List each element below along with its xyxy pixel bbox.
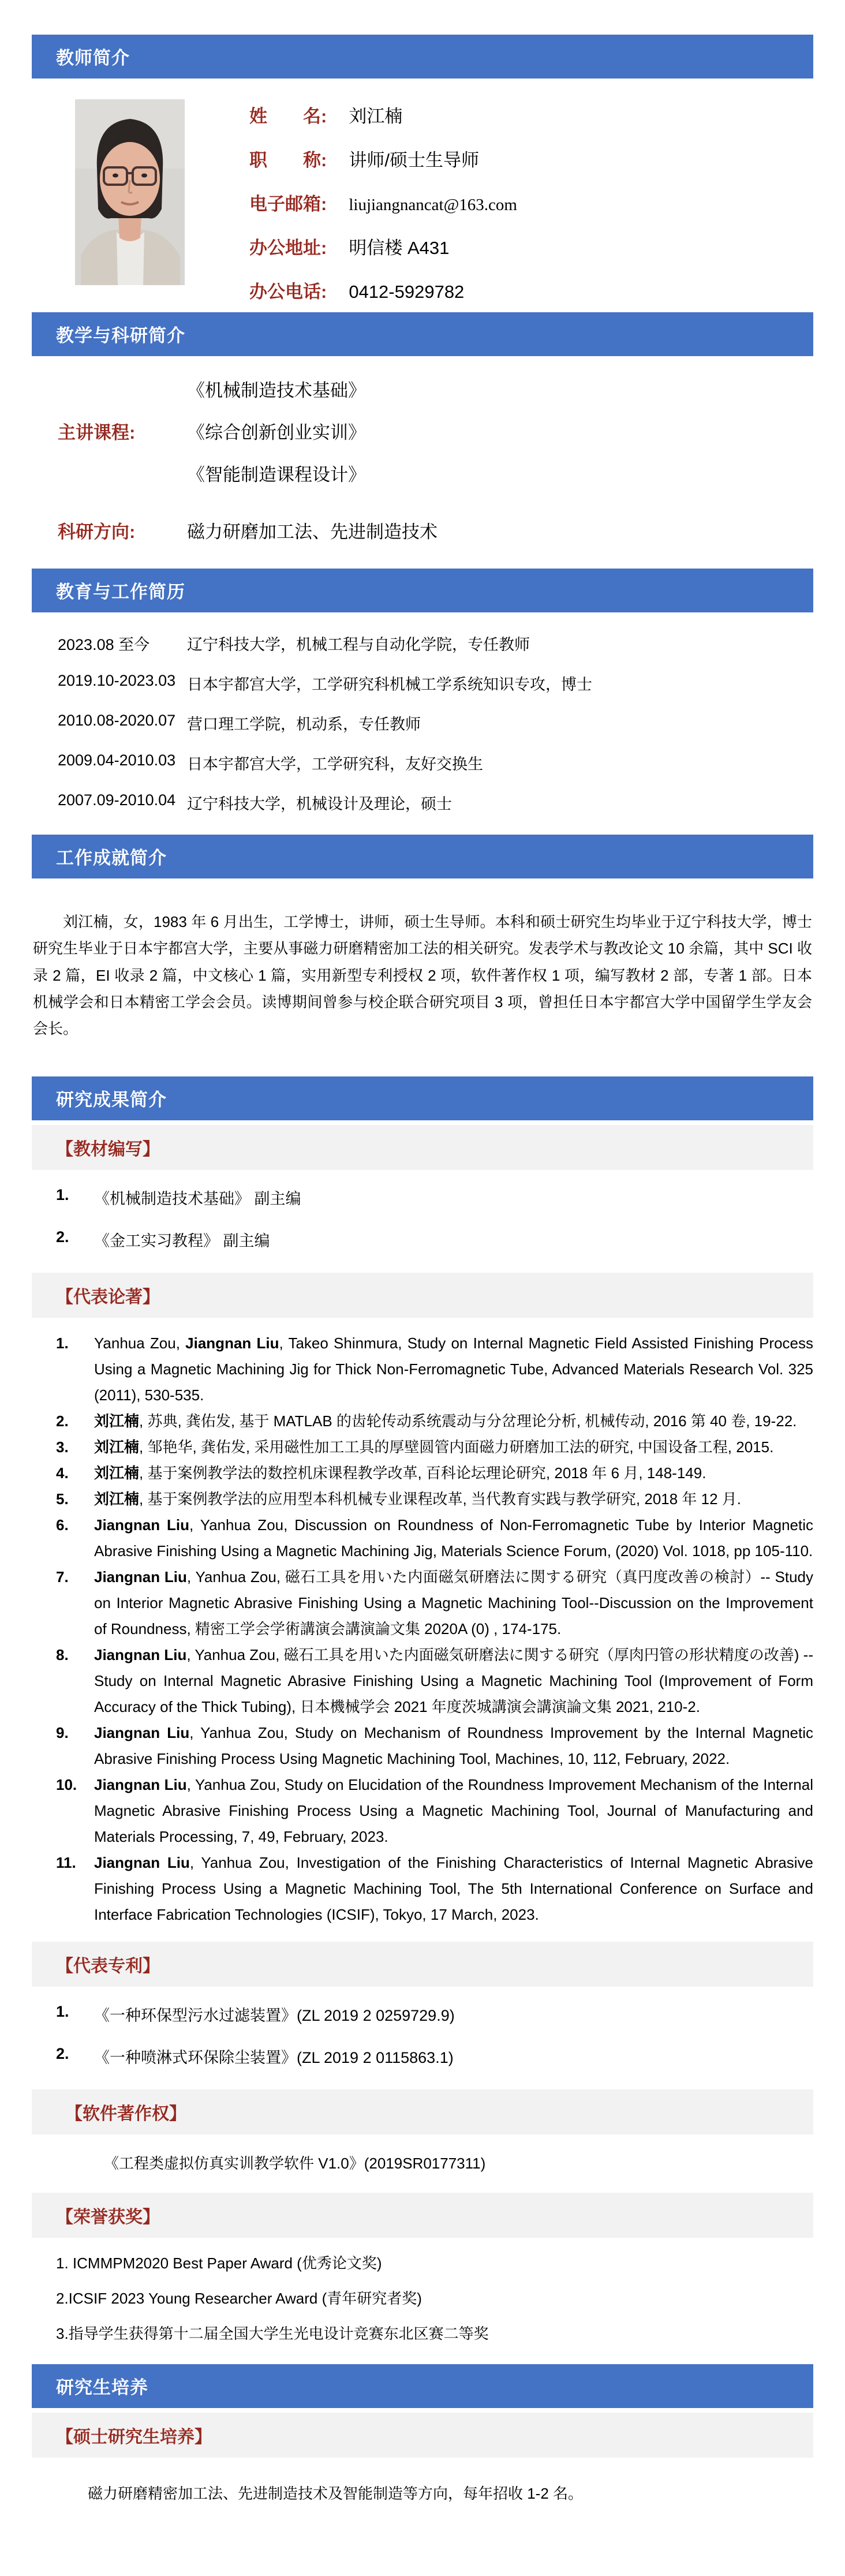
publication-item — [56, 1772, 813, 1850]
subheader-publications: 【代表论著】 — [32, 1273, 813, 1318]
research-direction-row — [58, 517, 813, 543]
publication-reference: , Yanhua Zou, Discussion on Roundness of Non-Ferromagnetic Tube by Interior Magnetic Abrasive Finishing Using a Magnetic Machining Jig, Materials Science Forum, (2020) Vol. 1018, pp 105-110. — [94, 1516, 813, 1560]
publication-text — [94, 1642, 813, 1720]
publication-author-highlight: Jiangnan Liu — [94, 1568, 187, 1586]
publication-author-highlight: Jiangnan Liu — [94, 1775, 187, 1793]
education-period: 2007.09-2010.04 — [58, 791, 176, 809]
profile-field-label: 职 称: — [249, 150, 327, 170]
publication-text — [94, 1720, 813, 1772]
section-header-teacher-profile: 教师简介 — [32, 35, 813, 78]
publication-number: 6. — [56, 1516, 69, 1534]
education-history-row — [58, 791, 813, 814]
publication-author-highlight: Jiangnan Liu — [185, 1334, 279, 1352]
publication-item — [56, 1486, 813, 1512]
publication-reference: , Takeo Shinmura, Study on Internal Magnetic Field Assisted Finishing Process Using a Magnetic Machining Jig for Thick Non-Ferromagnetic Tube, Advanced Materials Research Vol. 325 (2011), 530-535. — [94, 1334, 813, 1404]
education-history-row — [58, 712, 813, 734]
master-training-text: 磁力研磨精密加工法、先进制造技术及智能制造等方向，每年招收 1-2 名。 — [88, 2484, 584, 2502]
publication-author-highlight: 刘江楠 — [94, 1438, 140, 1456]
courses-label: 主讲课程: — [58, 423, 136, 443]
profile-field-label: 电子邮箱: — [249, 194, 327, 214]
publication-number: 8. — [56, 1646, 69, 1663]
publication-author-highlight: Jiangnan Liu — [94, 1723, 190, 1741]
publication-text — [94, 1850, 813, 1928]
publication-reference: , 基于案例教学法的应用型本科机械专业课程改革, 当代教育实践与教学研究, 2018 年 12 月. — [139, 1490, 742, 1508]
award-item: 1. ICMMPM2020 Best Paper Award (优秀论文奖) — [56, 2254, 382, 2272]
textbook-list — [32, 1176, 813, 1268]
education-detail: 辽宁科技大学，机械工程与自动化学院，专任教师 — [187, 636, 530, 653]
patent-text: 《一种喷淋式环保除尘装置》(ZL 2019 2 0115863.1) — [94, 2048, 454, 2066]
publication-text — [94, 1512, 813, 1564]
education-history-list — [32, 612, 813, 835]
publication-reference: , Yanhua Zou, Investigation of the Finishing Characteristics of Internal Magnetic Abrasive Finishing Process Using a Magnetic Machining Tool, The 5th International Conference on Surface and Interface Fabrication Technologies (ICSIF), Tokyo, 17 March, 2023. — [94, 1853, 814, 1923]
publication-author-highlight: Jiangnan Liu — [94, 1516, 190, 1534]
patent-item — [56, 2003, 813, 2025]
course-list — [187, 376, 366, 486]
publication-author-highlight: 刘江楠 — [94, 1490, 140, 1508]
publication-text — [94, 1486, 813, 1512]
publication-number: 11. — [56, 1853, 76, 1871]
publication-item — [56, 1564, 813, 1642]
profile-field-row — [249, 233, 517, 259]
profile-fields — [249, 99, 517, 303]
profile-field-label: 办公地址: — [249, 238, 327, 258]
publication-text — [94, 1772, 813, 1850]
publication-text — [94, 1564, 813, 1642]
profile-field-row — [249, 145, 517, 171]
publication-number: 5. — [56, 1490, 69, 1508]
profile-field-label: 办公电话: — [249, 282, 327, 302]
award-list — [32, 2244, 813, 2364]
teaching-section — [32, 356, 813, 569]
subheader-master-training: 【硕士研究生培养】 — [32, 2413, 813, 2458]
profile-field-row — [249, 102, 517, 128]
profile-field-label: 姓 名: — [249, 106, 327, 126]
education-period: 2009.04-2010.03 — [58, 752, 176, 769]
publication-item — [56, 1434, 813, 1460]
patent-list — [32, 1992, 813, 2085]
publication-item — [56, 1642, 813, 1720]
education-detail: 日本宇都宫大学，工学研究科，友好交换生 — [187, 756, 483, 773]
publication-number: 9. — [56, 1723, 69, 1741]
textbook-number: 2. — [56, 1228, 69, 1246]
education-period: 2023.08 至今 — [58, 636, 150, 653]
publication-author-highlight: 刘江楠 — [94, 1412, 140, 1430]
publication-author-highlight: Jiangnan Liu — [94, 1646, 187, 1663]
education-history-row — [58, 672, 813, 694]
textbook-text: 《金工实习教程》 副主编 — [94, 1232, 270, 1250]
publication-reference: , Yanhua Zou, 磁石工具を用いた内面磁気研磨法に関する研究（厚肉円管の形状精度の改善) -- Study on Internal Magnetic Abrasive Finishing Using a Magnetic Machining Tool (Improvement of Form Accuracy of the Thick Tubing), 日本機械学会 2021 年度茨城講演会講演論文集 2021, 210-2. — [94, 1646, 813, 1715]
education-history-row — [58, 632, 813, 655]
course-item: 《综合创新创业实训》 — [187, 423, 366, 443]
teacher-photo-illustration — [75, 99, 185, 285]
section-header-work-achievements: 工作成就简介 — [32, 835, 813, 878]
publication-reference: , Yanhua Zou, Study on Elucidation of the Roundness Improvement Mechanism of the Internal Magnetic Abrasive Finishing Process Using a Magnetic Machining Tool, Journal of Manufacturing and Materials Processing, 7, 49, February, 2023. — [94, 1775, 813, 1845]
section-header-teaching-research: 教学与科研简介 — [32, 312, 813, 356]
courses-row — [58, 376, 813, 486]
publication-number: 2. — [56, 1412, 69, 1430]
publication-reference: , Yanhua Zou, 磁石工具を用いた内面磁気研磨法に関する研究（真円度改善の検討）-- Study on Interior Magnetic Abrasive Finishing Using a Magnetic Machining Tool--Discussion on the Improvement of Roundness, 精密工学会学術講演会講演論文集 2020A (0) , 174-175. — [94, 1568, 813, 1637]
publication-reference: , Yanhua Zou, Study on Mechanism of Roundness Improvement by the Internal Magnetic Abrasive Finishing Process Using Magnetic Machining Tool, Machines, 10, 112, February, 2022. — [94, 1723, 813, 1767]
patent-item — [56, 2045, 813, 2067]
publication-reference: , 邹艳华, 龚佑发, 采用磁性加工工具的厚壁圆管内面磁力研磨加工法的研究, 中国设备工程, 2015. — [139, 1438, 774, 1456]
patent-number: 1. — [56, 2002, 69, 2020]
textbook-number: 1. — [56, 1186, 69, 1204]
profile-field-value: 讲师/硕士生导师 — [349, 150, 479, 170]
publication-item — [56, 1720, 813, 1772]
publication-reference: , 基于案例教学法的数控机床课程教学改革, 百科论坛理论研究, 2018 年 6 月, 148-149. — [139, 1464, 706, 1482]
profile-field-value: liujiangnancat@163.com — [349, 196, 517, 214]
publication-item — [56, 1850, 813, 1928]
education-period: 2019.10-2023.03 — [58, 672, 176, 689]
research-direction-value: 磁力研磨加工法、先进制造技术 — [187, 522, 438, 542]
publication-item — [56, 1330, 813, 1408]
publication-item — [56, 1408, 813, 1434]
profile-field-value: 刘江楠 — [349, 106, 403, 126]
publication-text — [94, 1408, 813, 1434]
publication-number: 7. — [56, 1568, 69, 1586]
publication-number: 10. — [56, 1775, 77, 1793]
publication-number: 4. — [56, 1464, 69, 1482]
patent-text: 《一种环保型污水过滤装置》(ZL 2019 2 0259729.9) — [94, 2006, 455, 2024]
education-detail: 日本宇都宫大学，工学研究科机械工学系统知识专攻，博士 — [187, 676, 592, 693]
publication-authors-pre: Yanhua Zou, — [94, 1334, 186, 1352]
subheader-patents: 【代表专利】 — [32, 1942, 813, 1987]
section-header-research-results: 研究成果简介 — [32, 1076, 813, 1120]
publication-number: 1. — [56, 1334, 69, 1352]
publication-text — [94, 1460, 813, 1486]
publication-list — [32, 1323, 813, 1936]
course-item: 《机械制造技术基础》 — [187, 380, 366, 401]
profile-field-row — [249, 277, 517, 303]
patent-number: 2. — [56, 2044, 69, 2062]
teacher-photo — [75, 99, 185, 285]
publication-text — [94, 1434, 813, 1460]
section-header-graduate-training: 研究生培养 — [32, 2364, 813, 2408]
publication-item — [56, 1460, 813, 1486]
education-period: 2010.08-2020.07 — [58, 712, 176, 729]
profile-field-value: 0412-5929782 — [349, 282, 465, 302]
subheader-awards: 【荣誉获奖】 — [32, 2193, 813, 2238]
publication-reference: , 苏典, 龚佑发, 基于 MATLAB 的齿轮传动系统震动与分岔理论分析, 机械传动, 2016 第 40 卷, 19-22. — [139, 1412, 797, 1430]
section-header-education-history: 教育与工作简历 — [32, 569, 813, 612]
publication-author-highlight: Jiangnan Liu — [94, 1853, 190, 1871]
publication-author-highlight: 刘江楠 — [94, 1464, 140, 1482]
research-direction-label: 科研方向: — [58, 522, 136, 542]
textbook-item — [56, 1228, 813, 1251]
award-item: 2.ICSIF 2023 Young Researcher Award (青年研究者奖) — [56, 2289, 422, 2307]
work-achievements-paragraph: 刘江楠，女，1983 年 6 月出生，工学博士，讲师，硕士生导师。本科和硕士研究生均毕业于辽宁科技大学，博士研究生毕业于日本宇都宫大学，主要从事磁力研磨精密加工法的相关研究。发表学术与教改论文 10 余篇，其中 SCI 收录 2 篇，EI 收录 2 篇，中文核心 1 篇，实用新型专利授权 2 项，软件著作权 1 项，编写教材 2 部，专著 1 部。日本机械学会和日本精密工学会会员。读博期间曾参与校企联合研究项目 3 项，曾担任日本宇都宫大学中国留学生学友会会长。 — [33, 913, 812, 1038]
textbook-item — [56, 1186, 813, 1209]
subheader-software-copyright: 【软件著作权】 — [32, 2089, 813, 2134]
course-item: 《智能制造课程设计》 — [187, 465, 366, 485]
award-item: 3.指导学生获得第十二届全国大学生光电设计竞赛东北区赛二等奖 — [56, 2324, 489, 2342]
publication-text — [94, 1330, 813, 1408]
software-copyright-item: 《工程类虚拟仿真实训教学软件 V1.0》(2019SR0177311) — [104, 2154, 486, 2172]
education-detail: 辽宁科技大学，机械设计及理论，硕士 — [187, 795, 452, 813]
profile-section — [32, 78, 813, 312]
textbook-text: 《机械制造技术基础》 副主编 — [94, 1190, 301, 1208]
subheader-textbooks: 【教材编写】 — [32, 1125, 813, 1170]
profile-field-row — [249, 189, 517, 215]
education-detail: 营口理工学院，机动系，专任教师 — [187, 716, 421, 733]
publication-number: 3. — [56, 1438, 69, 1456]
education-history-row — [58, 752, 813, 774]
profile-field-value: 明信楼 A431 — [349, 238, 450, 258]
publication-item — [56, 1512, 813, 1564]
